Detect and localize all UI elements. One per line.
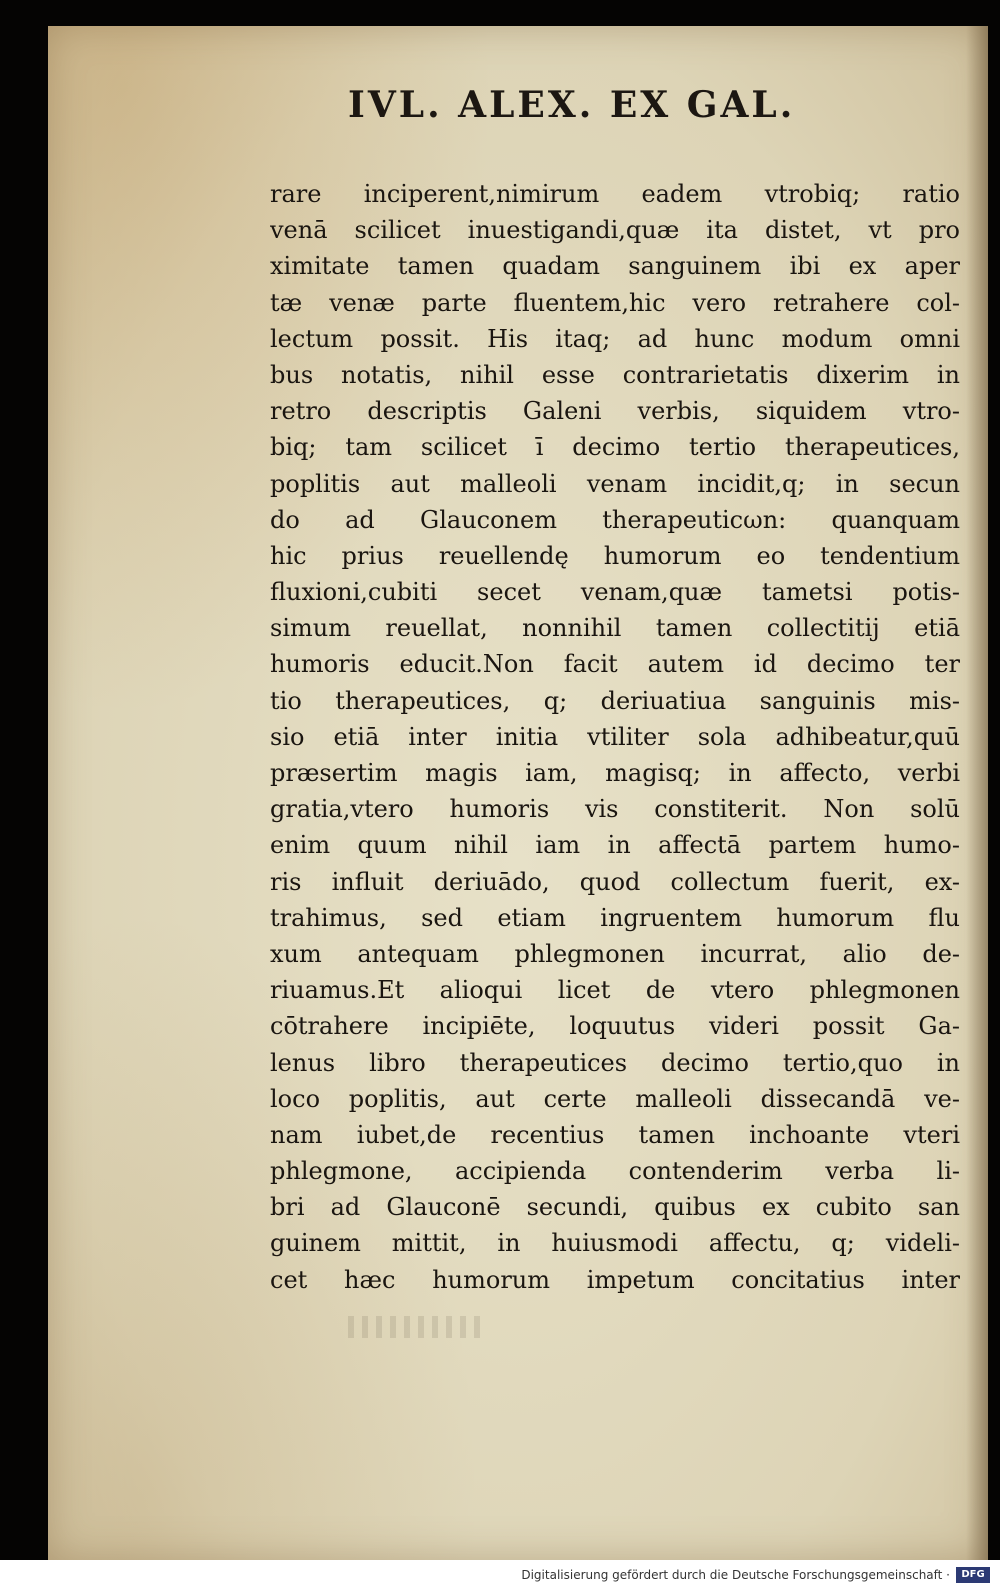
text-line: hic prius reuellendę humorum eo tendentium xyxy=(270,541,960,570)
ink-bleed-through xyxy=(348,1316,488,1338)
funding-credit: Digitalisierung gefördert durch die Deutsche Forschungsgemeinschaft · xyxy=(521,1568,950,1582)
text-line: phlegmone, accipienda contenderim verba li- xyxy=(270,1157,960,1186)
text-line: retro descriptis Galeni verbis, siquidem vtro- xyxy=(270,397,960,426)
text-line: biq; tam scilicet ī decimo tertio therapeutices, xyxy=(270,433,960,462)
text-line: bus notatis, nihil esse contrarietatis dixerim in xyxy=(270,360,960,389)
footer-bar xyxy=(0,1560,1000,1590)
text-line: simum reuellat, nonnihil tamen collectitij etiā xyxy=(270,614,960,643)
text-line: trahimus, sed etiam ingruentem humorum flu xyxy=(270,903,960,932)
text-line: præsertim magis iam, magisq; in affecto, verbi xyxy=(270,759,960,787)
text-line: venā scilicet inuestigandi,quæ ita distet, vt pro xyxy=(270,216,960,245)
text-line: ris influit deriuādo, quod collectum fuerit, ex- xyxy=(270,867,960,896)
text-line: loco poplitis, aut certe malleoli dissecandā ve- xyxy=(270,1084,960,1113)
text-line: guinem mittit, in huiusmodi affectu, q; videli- xyxy=(270,1229,960,1258)
text-line: tæ venæ parte fluentem,hic vero retrahere col- xyxy=(270,288,960,317)
text-line: enim quum nihil iam in affectā partem humo- xyxy=(270,831,960,860)
text-line: bri ad Glauconē secundi, quibus ex cubito san xyxy=(270,1193,960,1222)
body-text xyxy=(270,176,960,1298)
text-line: cet hæc humorum impetum concitatius inter xyxy=(270,1265,960,1294)
text-line: rare inciperent,nimirum eadem vtrobiq; ratio xyxy=(270,180,960,208)
text-line: poplitis aut malleoli venam incidit,q; in secun xyxy=(270,469,960,498)
text-line: humoris educit.Non facit autem id decimo ter xyxy=(270,650,960,679)
book-page xyxy=(48,26,988,1560)
text-line: ximitate tamen quadam sanguinem ibi ex aper xyxy=(270,252,960,281)
text-line: xum antequam phlegmonen incurrat, alio de- xyxy=(270,939,960,968)
text-line: cōtrahere incipiēte, loquutus videri possit Ga- xyxy=(270,1012,960,1041)
text-line: riuamus.Et alioqui licet de vtero phlegmonen xyxy=(270,976,960,1005)
dfg-logo: DFG xyxy=(956,1567,990,1583)
text-line: sio etiā inter initia vtiliter sola adhibeatur,quū xyxy=(270,722,960,751)
text-line: fluxioni,cubiti secet venam,quæ tametsi potis- xyxy=(270,578,960,607)
running-head: IVL. ALEX. EX GAL. xyxy=(348,84,796,126)
text-line: lenus libro therapeutices decimo tertio,quo in xyxy=(270,1048,960,1077)
text-line: do ad Glauconem therapeuticωn: quanquam xyxy=(270,505,960,534)
text-line: nam iubet,de recentius tamen inchoante vteri xyxy=(270,1120,960,1149)
text-line: gratia,vtero humoris vis constiterit. Non solū xyxy=(270,795,960,824)
text-line: tio therapeutices, q; deriuatiua sanguinis mis- xyxy=(270,686,960,715)
text-line: lectum possit. His itaq; ad hunc modum omni xyxy=(270,324,960,353)
